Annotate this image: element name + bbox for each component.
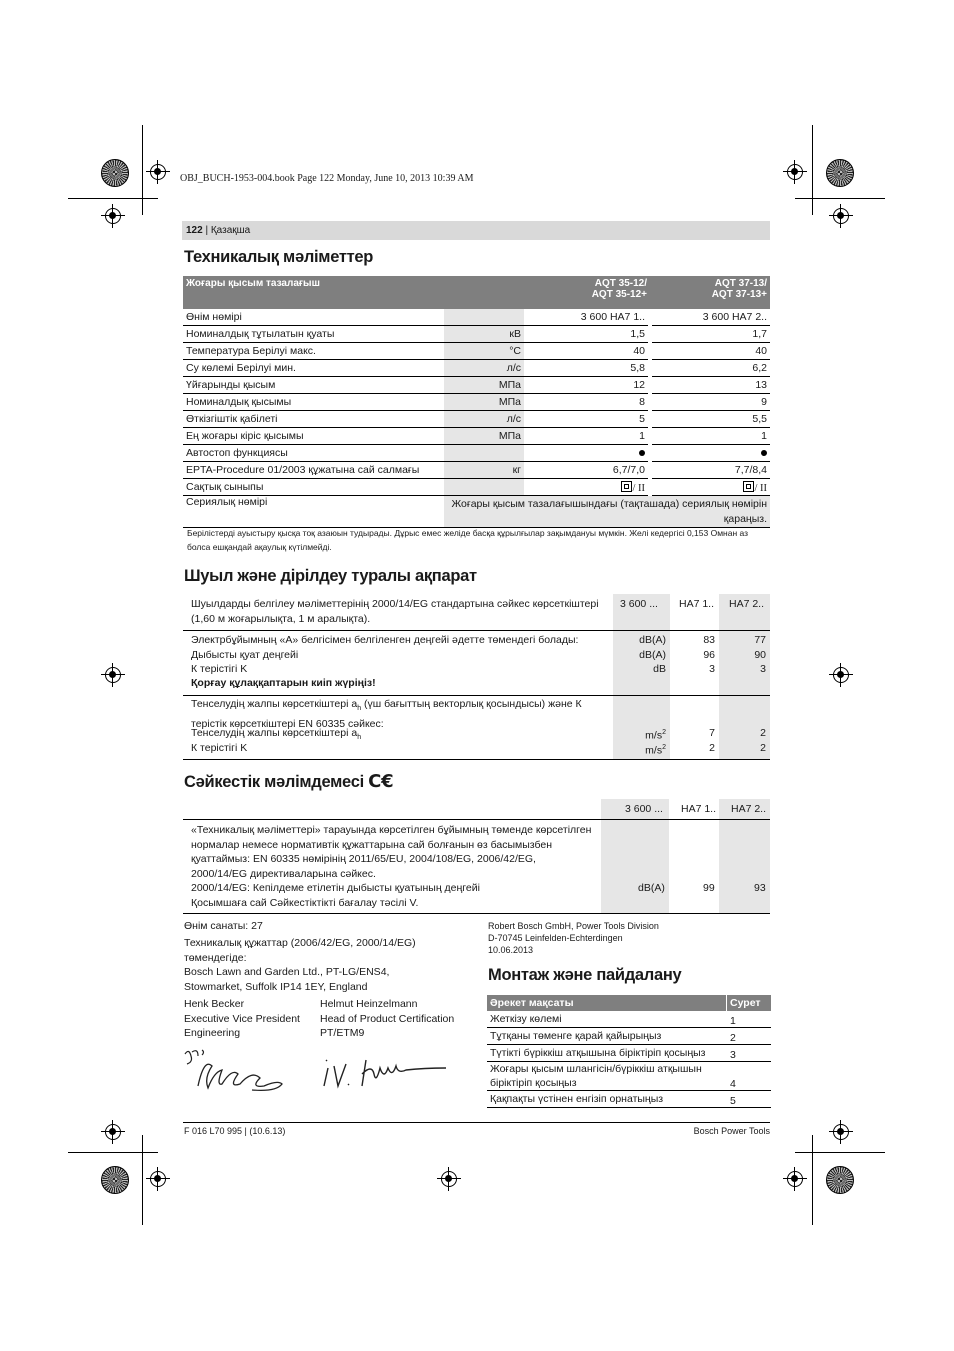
sound-row-unit: dB: [653, 663, 666, 675]
sound-row-v1: 3: [709, 663, 715, 675]
crop-mark: [142, 125, 143, 215]
tech-table: [183, 276, 770, 528]
tech-row: Номиналдық тұтылатын қуаты кВ 1,5 1,7: [183, 326, 770, 343]
crop-mark: [795, 198, 885, 199]
signature-1-image: [180, 1046, 305, 1096]
tech-header-col2: AQT 37-13/ AQT 37-13+: [650, 276, 770, 309]
sound-row-v1: 83: [703, 634, 715, 646]
registration-rosette-icon: [101, 159, 129, 187]
print-header: OBJ_BUCH-1953-004.book Page 122 Monday, June 10, 2013 10:39 AM: [180, 173, 474, 184]
crop-mark: [142, 1135, 143, 1225]
vibration-row-v2: 2: [760, 741, 766, 754]
bullet-icon: [639, 450, 645, 456]
crosshair-icon: [437, 1167, 461, 1191]
tech-row: Номиналдық қысымы МПа 8 9: [183, 394, 770, 411]
crosshair-icon: [783, 160, 807, 184]
vibration-row-v2: 2: [760, 727, 766, 739]
tech-row: Сақтық сыныпы / II / II: [183, 479, 770, 496]
sound-row-unit: dB(A): [639, 648, 666, 661]
page-header-bar: 122 | Қазақша: [182, 221, 770, 240]
tech-title: Техникалық мәліметтер: [184, 248, 374, 266]
product-category: Өнім санаты: 27: [184, 920, 263, 932]
crosshair-icon: [829, 663, 853, 687]
sound-row-v1: 96: [703, 648, 715, 661]
tech-row: Ең жоғары кіріс қысымы МПа 1 1: [183, 428, 770, 445]
signer-1: Henk Becker Executive Vice President Engineering: [184, 998, 300, 1039]
crop-mark: [68, 1152, 158, 1153]
crop-mark: [795, 1152, 885, 1153]
sound-row-label: Дыбысты қуат деңгейі: [191, 648, 299, 661]
crop-mark: [68, 198, 158, 199]
protection-class-icon: [621, 481, 632, 492]
sound-row-v2: 3: [760, 663, 766, 675]
tech-row: Автостоп функциясы: [183, 445, 770, 462]
crosshair-icon: [101, 663, 125, 687]
tech-row: Үйғарынды қысым МПа 12 13: [183, 377, 770, 394]
tech-row: Су көлемі Берілуі мин. л/с 5,8 6,2: [183, 360, 770, 377]
sound-row-label: Электрбұйымның «A» белгісімен белгіленген деңгейі әдетте төмендегі болады:: [191, 634, 579, 646]
assembly-row: Тұтқаны төменге қарай қайырыңыз 2: [487, 1028, 771, 1045]
assembly-table: Әрекет мақсаты Сурет Жеткізу көлемі 1 Тұтқаны төменге қарай қайырыңыз 2 Түтікті бүріккіш атқышына біріктіріп қосыңыз 3 Жоғары қысым шлангісін/бүріккіш атқышын біріктіріп қосыңыз 4 Қақпақты үстінен енгізіп орнатыңыз 5: [487, 995, 771, 1108]
registration-rosette-icon: [826, 1166, 854, 1194]
crop-mark: [812, 1135, 813, 1225]
assembly-row: Жоғары қысым шлангісін/бүріккіш атқышын біріктіріп қосыңыз 4: [487, 1062, 771, 1091]
technical-docs: Техникалық құжаттар (2006/42/EG, 2000/14/EG) төмендегіде: Bosch Lawn and Garden Ltd., PT-LG/ENS4, Stowmarket, Suffolk IP14 1EY, England: [184, 937, 416, 993]
conformity-text: «Техникалық мәліметтері» тарауында көрсетілген бұйымның төменде көрсетілген нормалар немесе нормативтік құжаттарына сай болғанын өз басымызбен қуаттаймыз: EN 60335 нөмірінің 2011/65/EU, 2004/108/EG, 2006/42/EG, 2000/14/EG директиваларына сәйкес. 2000/14/EG: Кепілдеме етілетін дыбысты қуатының деңгейі Қосымшаға сай Сәйкестіктікті бағалау тәсілі V.: [191, 824, 592, 909]
tech-table-header: [183, 276, 770, 309]
footer-doc-number: F 016 L70 995 | (10.6.13): [184, 1126, 286, 1136]
sound-row-unit: dB(A): [639, 634, 666, 646]
vibration-row-unit: $m/s^2$: [645, 743, 666, 756]
assembly-row: Түтікті бүріккіш атқышына біріктіріп қосыңыз 3: [487, 1045, 771, 1062]
ce-mark-icon: C€: [368, 771, 394, 792]
tech-header-label: Жоғары қысым тазалағыш: [183, 276, 444, 309]
sound-row-v2: 90: [754, 648, 766, 661]
sound-row-v2: 77: [754, 634, 766, 646]
crosshair-icon: [101, 204, 125, 228]
sound-row-label: К терістігі K: [191, 663, 248, 675]
signature-2-image: [318, 1054, 448, 1094]
tech-note: Берілістерді ауыстыру қысқа тоқ азаюын тудырады. Дұрыс емес желіде басқа құрылғылар зақымдануы мүмкін. Желі кедергісі 0,153 Омнан аз болса ешқандай ақаулық күтілмейді.: [187, 528, 749, 552]
tech-row: Өткізгіштік қабілеті л/с 5 5,5: [183, 411, 770, 428]
assembly-row: Жеткізу көлемі 1: [487, 1011, 771, 1028]
tech-row-serial: Сериялық нөмірі Жоғары қысым тазалағышындағы (тақташада) сериялық нөмірін қараңыз.: [183, 496, 770, 528]
crosshair-icon: [783, 1167, 807, 1191]
vibration-row-v1: 2: [709, 741, 715, 754]
vibration-row-label: Тенселудің жалпы көрсеткіштері $a_h$: [191, 727, 362, 742]
vibration-row-v1: 7: [709, 727, 715, 739]
crosshair-icon: [829, 204, 853, 228]
vibration-row-unit: $m/s^2$: [645, 729, 666, 742]
bullet-icon: [761, 450, 767, 456]
tech-row: Өнім нөмірі 3 600 HA7 1.. 3 600 HA7 2..: [183, 309, 770, 326]
crosshair-icon: [829, 1120, 853, 1144]
protection-class-icon: [743, 481, 754, 492]
footer-rule: [183, 1122, 770, 1123]
noise-title: Шуыл және дірілдеу туралы ақпарат: [184, 567, 477, 585]
registration-rosette-icon: [826, 159, 854, 187]
page-number: 122: [186, 225, 203, 236]
assembly-title: Монтаж және пайдалану: [488, 966, 682, 984]
crosshair-icon: [146, 160, 170, 184]
assembly-row: Қақпақты үстінен енгізіп орнатыңыз 5: [487, 1091, 771, 1108]
tech-row: Температура Берілуі макс. °C 40 40: [183, 343, 770, 360]
signer-2: Helmut Heinzelmann Head of Product Certification PT/ETM9: [320, 998, 455, 1039]
registration-rosette-icon: [101, 1166, 129, 1194]
hearing-protection-warning: Қорғау құлаққаптарын киіп жүріңіз!: [191, 677, 376, 689]
crosshair-icon: [101, 1120, 125, 1144]
conformity-title: Сәйкестік мәлімдемесі C€: [184, 771, 394, 792]
tech-header-col1: AQT 35-12/ AQT 35-12+: [524, 276, 650, 309]
tech-row: EPTA-Procedure 01/2003 құжатына сай салмағы кг 6,7/7,0 7,7/8,4: [183, 462, 770, 479]
crop-mark: [812, 125, 813, 215]
crosshair-icon: [146, 1167, 170, 1191]
company-address: Robert Bosch GmbH, Power Tools Division D-70745 Leinfelden-Echterdingen 10.06.2013: [488, 921, 659, 955]
page-language: Қазақша: [210, 225, 251, 236]
footer-brand: Bosch Power Tools: [693, 1126, 770, 1136]
vibration-row-label: К терістігі K: [191, 741, 248, 754]
